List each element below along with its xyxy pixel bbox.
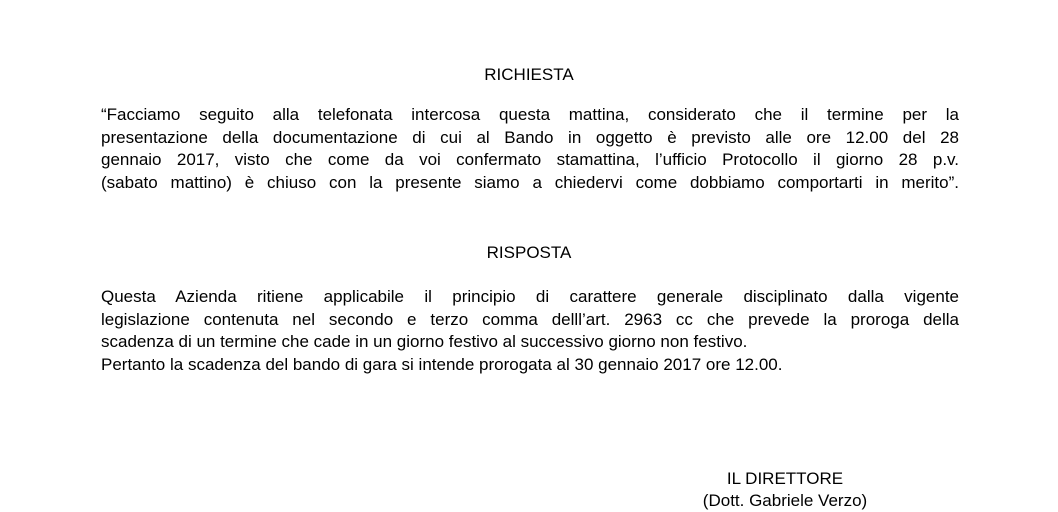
richiesta-line: “Facciamo seguito alla telefonata intercosa questa mattina, considerato che il termine per la bbox=[101, 105, 959, 124]
risposta-line: legislazione contenuta nel secondo e terzo comma delll’art. 2963 cc che prevede la proroga della bbox=[101, 309, 959, 329]
signature-title: IL DIRETTORE bbox=[726, 469, 844, 488]
signature-name: (Dott. Gabriele Verzo) bbox=[702, 491, 868, 510]
richiesta-line: (sabato mattino) è chiuso con la presente siamo a chiedervi come dobbiamo comportarti in merito”. bbox=[101, 172, 959, 192]
richiesta-heading: RICHIESTA bbox=[484, 65, 574, 84]
richiesta-line: gennaio 2017, visto che come da voi confermato stamattina, l’ufficio Protocollo il giorno 28 p.v. bbox=[101, 150, 959, 169]
risposta-paragraph bbox=[101, 286, 959, 376]
risposta-line: scadenza di un termine che cade in un giorno festivo al successivo giorno non festivo. bbox=[101, 332, 748, 351]
risposta-line: Questa Azienda ritiene applicabile il principio di carattere generale disciplinato dalla vigente bbox=[101, 287, 959, 306]
richiesta-line: presentazione della documentazione di cui al Bando in oggetto è previsto alle ore 12.00 del 28 bbox=[101, 127, 959, 147]
signature-block bbox=[640, 468, 930, 512]
risposta-line: Pertanto la scadenza del bando di gara si intende prorogata al 30 gennaio 2017 ore 12.00. bbox=[101, 354, 783, 374]
risposta-heading: RISPOSTA bbox=[486, 243, 572, 262]
richiesta-paragraph bbox=[101, 104, 959, 194]
